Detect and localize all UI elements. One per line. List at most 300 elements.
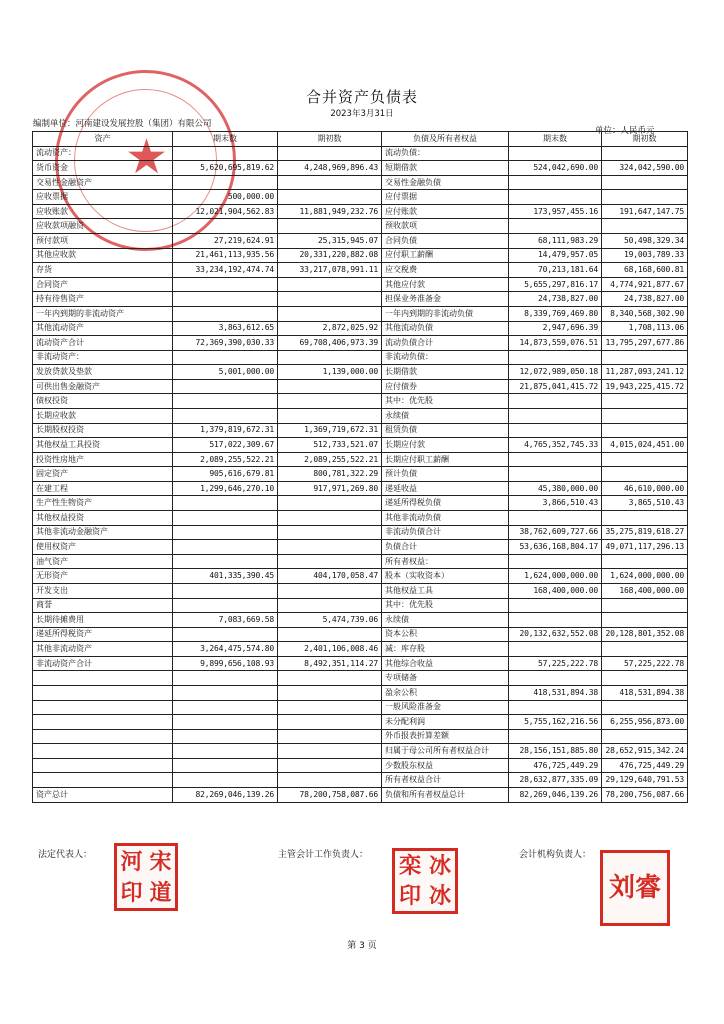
asset-opening-value	[278, 190, 382, 205]
asset-opening-value: 5,474,739.06	[278, 613, 382, 628]
asset-ending-value: 5,620,695,819.62	[173, 161, 278, 176]
asset-item-label: 开发支出	[33, 583, 173, 598]
asset-item-label: 投资性房地产	[33, 452, 173, 467]
liability-ending-value	[509, 511, 602, 526]
liability-item-label: 一般风险准备金	[382, 700, 509, 715]
asset-ending-value	[173, 379, 278, 394]
table-row	[33, 306, 688, 321]
liability-item-label: 长期借款	[382, 365, 509, 380]
accounting-org-seal	[600, 850, 670, 926]
liability-ending-value	[509, 452, 602, 467]
asset-item-label: 其他非流动资产	[33, 642, 173, 657]
liability-opening-value: 50,498,329.34	[602, 234, 688, 249]
liability-ending-value: 20,132,632,552.08	[509, 627, 602, 642]
asset-opening-value	[278, 598, 382, 613]
liability-ending-value	[509, 642, 602, 657]
asset-opening-value: 2,089,255,522.21	[278, 452, 382, 467]
liability-item-label: 所有者权益合计	[382, 773, 509, 788]
asset-item-label: 其他权益投资	[33, 511, 173, 526]
asset-item-label	[33, 729, 173, 744]
asset-item-label: 资产总计	[33, 788, 173, 803]
liability-opening-value	[602, 394, 688, 409]
asset-opening-value: 512,733,521.07	[278, 438, 382, 453]
asset-opening-value	[278, 685, 382, 700]
liability-ending-value	[509, 598, 602, 613]
asset-opening-value	[278, 394, 382, 409]
liability-opening-value	[602, 642, 688, 657]
asset-ending-value	[173, 773, 278, 788]
asset-ending-value	[173, 292, 278, 307]
seal-char: 印	[120, 879, 143, 906]
asset-ending-value	[173, 394, 278, 409]
asset-item-label	[33, 671, 173, 686]
liability-opening-value: 4,015,024,451.00	[602, 438, 688, 453]
liability-item-label: 非流动负债：	[382, 350, 509, 365]
seal-char: 栾	[398, 853, 421, 879]
liability-opening-value	[602, 146, 688, 161]
table-row	[33, 758, 688, 773]
liability-opening-value	[602, 467, 688, 482]
liability-ending-value	[509, 190, 602, 205]
asset-item-label: 非流动资产：	[33, 350, 173, 365]
asset-ending-value: 21,461,113,935.56	[173, 248, 278, 263]
liability-item-label: 减：库存股	[382, 642, 509, 657]
column-header: 负债及所有者权益	[382, 132, 509, 147]
liability-ending-value	[509, 219, 602, 234]
liability-opening-value: 11,287,093,241.12	[602, 365, 688, 380]
liability-item-label: 应付票据	[382, 190, 509, 205]
asset-opening-value	[278, 496, 382, 511]
asset-item-label	[33, 715, 173, 730]
liability-item-label: 归属于母公司所有者权益合计	[382, 744, 509, 759]
liability-opening-value	[602, 175, 688, 190]
liability-opening-value	[602, 554, 688, 569]
asset-item-label: 可供出售金融资产	[33, 379, 173, 394]
liability-item-label: 流动负债合计	[382, 336, 509, 351]
liability-ending-value: 418,531,894.38	[509, 685, 602, 700]
liability-opening-value: 46,610,000.00	[602, 481, 688, 496]
asset-item-label	[33, 700, 173, 715]
asset-item-label: 应收款项融资	[33, 219, 173, 234]
table-row	[33, 788, 688, 803]
table-row	[33, 423, 688, 438]
table-row	[33, 161, 688, 176]
asset-opening-value	[278, 277, 382, 292]
asset-item-label: 长期待摊费用	[33, 613, 173, 628]
seal-char: 河	[120, 848, 143, 875]
asset-opening-value	[278, 219, 382, 234]
table-row	[33, 656, 688, 671]
liability-ending-value: 8,339,769,469.80	[509, 306, 602, 321]
table-row	[33, 234, 688, 249]
liability-ending-value: 1,624,000,000.00	[509, 569, 602, 584]
table-row	[33, 642, 688, 657]
liability-item-label: 应交税费	[382, 263, 509, 278]
liability-ending-value	[509, 350, 602, 365]
asset-opening-value	[278, 627, 382, 642]
asset-ending-value: 82,269,046,139.26	[173, 788, 278, 803]
asset-ending-value: 401,335,390.45	[173, 569, 278, 584]
liability-ending-value: 21,875,041,415.72	[509, 379, 602, 394]
liability-ending-value: 524,042,690.00	[509, 161, 602, 176]
seal-char: 道	[149, 879, 172, 906]
liability-opening-value: 35,275,819,618.27	[602, 525, 688, 540]
asset-opening-value	[278, 379, 382, 394]
liability-opening-value: 168,400,000.00	[602, 583, 688, 598]
balance-sheet-table	[32, 131, 688, 803]
table-row	[33, 219, 688, 234]
asset-ending-value: 905,616,679.81	[173, 467, 278, 482]
asset-opening-value	[278, 292, 382, 307]
asset-ending-value: 9,899,656,108.93	[173, 656, 278, 671]
liability-item-label: 所有者权益：	[382, 554, 509, 569]
liability-opening-value: 418,531,894.38	[602, 685, 688, 700]
liability-ending-value: 45,380,000.00	[509, 481, 602, 496]
table-row	[33, 146, 688, 161]
table-row	[33, 175, 688, 190]
liability-ending-value: 168,400,000.00	[509, 583, 602, 598]
liability-opening-value: 29,129,640,791.53	[602, 773, 688, 788]
asset-opening-value	[278, 729, 382, 744]
table-row	[33, 248, 688, 263]
asset-ending-value	[173, 525, 278, 540]
liability-opening-value: 3,865,510.43	[602, 496, 688, 511]
liability-ending-value	[509, 175, 602, 190]
liability-item-label: 资本公积	[382, 627, 509, 642]
table-row	[33, 773, 688, 788]
asset-ending-value: 2,089,255,522.21	[173, 452, 278, 467]
liability-ending-value: 24,738,827.00	[509, 292, 602, 307]
table-row	[33, 467, 688, 482]
liability-opening-value	[602, 423, 688, 438]
liability-opening-value	[602, 219, 688, 234]
liability-ending-value: 4,765,352,745.33	[509, 438, 602, 453]
asset-ending-value	[173, 744, 278, 759]
liability-opening-value	[602, 613, 688, 628]
liability-opening-value: 68,168,600.81	[602, 263, 688, 278]
asset-ending-value	[173, 306, 278, 321]
liability-opening-value: 476,725,449.29	[602, 758, 688, 773]
asset-opening-value	[278, 700, 382, 715]
asset-opening-value	[278, 583, 382, 598]
asset-opening-value	[278, 715, 382, 730]
liability-ending-value	[509, 700, 602, 715]
asset-ending-value: 1,379,819,672.31	[173, 423, 278, 438]
table-row	[33, 438, 688, 453]
asset-opening-value: 20,331,220,882.08	[278, 248, 382, 263]
liability-ending-value: 28,156,151,885.80	[509, 744, 602, 759]
liability-opening-value	[602, 671, 688, 686]
liability-opening-value: 57,225,222.78	[602, 656, 688, 671]
asset-ending-value: 7,083,669.58	[173, 613, 278, 628]
table-row	[33, 452, 688, 467]
liability-opening-value: 78,200,756,087.66	[602, 788, 688, 803]
asset-item-label: 其他非流动金融资产	[33, 525, 173, 540]
table-row	[33, 583, 688, 598]
liability-item-label: 永续债	[382, 408, 509, 423]
asset-item-label	[33, 758, 173, 773]
asset-opening-value: 404,170,058.47	[278, 569, 382, 584]
asset-ending-value: 33,234,192,474.74	[173, 263, 278, 278]
asset-item-label: 交易性金融资产	[33, 175, 173, 190]
liability-item-label: 负债和所有者权益总计	[382, 788, 509, 803]
liability-item-label: 递延所得税负债	[382, 496, 509, 511]
asset-opening-value	[278, 554, 382, 569]
liability-item-label: 短期借款	[382, 161, 509, 176]
liability-item-label: 预收款项	[382, 219, 509, 234]
table-row	[33, 569, 688, 584]
asset-ending-value	[173, 671, 278, 686]
asset-ending-value	[173, 540, 278, 555]
table-row	[33, 627, 688, 642]
liability-item-label: 流动负债：	[382, 146, 509, 161]
asset-ending-value	[173, 554, 278, 569]
liability-ending-value	[509, 554, 602, 569]
liability-opening-value	[602, 190, 688, 205]
liability-opening-value	[602, 350, 688, 365]
table-row	[33, 671, 688, 686]
page-number: 第 3 页	[347, 941, 377, 951]
asset-ending-value: 72,369,390,030.33	[173, 336, 278, 351]
liability-ending-value: 14,873,559,076.51	[509, 336, 602, 351]
liability-item-label: 合同负债	[382, 234, 509, 249]
liability-item-label: 担保业务准备金	[382, 292, 509, 307]
liability-item-label: 租赁负债	[382, 423, 509, 438]
liability-ending-value: 5,655,297,816.17	[509, 277, 602, 292]
liability-item-label: 负债合计	[382, 540, 509, 555]
asset-ending-value	[173, 627, 278, 642]
asset-ending-value	[173, 408, 278, 423]
column-header: 期初数	[278, 132, 382, 147]
asset-opening-value	[278, 525, 382, 540]
liability-item-label: 应付职工薪酬	[382, 248, 509, 263]
liability-item-label: 少数股东权益	[382, 758, 509, 773]
liability-ending-value	[509, 613, 602, 628]
table-row	[33, 525, 688, 540]
asset-ending-value	[173, 758, 278, 773]
asset-ending-value	[173, 685, 278, 700]
asset-ending-value	[173, 511, 278, 526]
liability-opening-value	[602, 598, 688, 613]
table-row	[33, 554, 688, 569]
liability-item-label: 永续债	[382, 613, 509, 628]
table-row	[33, 277, 688, 292]
liability-opening-value: 19,003,789.33	[602, 248, 688, 263]
asset-ending-value	[173, 583, 278, 598]
asset-ending-value	[173, 700, 278, 715]
asset-ending-value: 12,021,904,562.83	[173, 204, 278, 219]
asset-item-label: 非流动资产合计	[33, 656, 173, 671]
asset-opening-value: 4,248,969,896.43	[278, 161, 382, 176]
page-title: 合并资产负债表	[305, 88, 418, 106]
table-row	[33, 190, 688, 205]
asset-opening-value	[278, 773, 382, 788]
table-header-row	[33, 132, 688, 147]
table-row	[33, 715, 688, 730]
asset-opening-value: 1,139,000.00	[278, 365, 382, 380]
liability-item-label: 一年内到期的非流动负债	[382, 306, 509, 321]
liability-item-label: 预计负债	[382, 467, 509, 482]
liability-item-label: 外币报表折算差额	[382, 729, 509, 744]
asset-item-label: 流动资产：	[33, 146, 173, 161]
seal-char: 印	[398, 883, 421, 909]
asset-item-label: 货币资金	[33, 161, 173, 176]
asset-opening-value	[278, 408, 382, 423]
table-row	[33, 744, 688, 759]
asset-item-label: 生产性生物资产	[33, 496, 173, 511]
asset-item-label: 预付款项	[33, 234, 173, 249]
asset-item-label: 应收账款	[33, 204, 173, 219]
table-row	[33, 292, 688, 307]
column-header: 资产	[33, 132, 173, 147]
asset-item-label: 其他流动资产	[33, 321, 173, 336]
liability-ending-value: 38,762,609,727.66	[509, 525, 602, 540]
liability-ending-value: 28,632,877,335.09	[509, 773, 602, 788]
asset-ending-value: 27,219,624.91	[173, 234, 278, 249]
asset-opening-value: 69,708,406,973.39	[278, 336, 382, 351]
asset-item-label: 发放贷款及垫款	[33, 365, 173, 380]
liability-opening-value	[602, 700, 688, 715]
table-row	[33, 394, 688, 409]
liability-ending-value	[509, 423, 602, 438]
liability-ending-value: 68,111,983.29	[509, 234, 602, 249]
liability-ending-value	[509, 394, 602, 409]
asset-item-label: 存货	[33, 263, 173, 278]
asset-item-label: 长期股权投资	[33, 423, 173, 438]
asset-item-label: 其他权益工具投资	[33, 438, 173, 453]
liability-opening-value	[602, 452, 688, 467]
liability-item-label: 递延收益	[382, 481, 509, 496]
liability-ending-value: 57,225,222.78	[509, 656, 602, 671]
asset-item-label: 合同资产	[33, 277, 173, 292]
asset-opening-value: 917,971,269.80	[278, 481, 382, 496]
table-row	[33, 700, 688, 715]
seal-char: 冰	[428, 853, 451, 879]
asset-item-label: 油气资产	[33, 554, 173, 569]
asset-ending-value	[173, 715, 278, 730]
liability-item-label: 专项储备	[382, 671, 509, 686]
liability-item-label: 盈余公积	[382, 685, 509, 700]
star-icon: ★	[125, 129, 169, 185]
column-header: 期末数	[173, 132, 278, 147]
currency-unit: 单位：人民币元	[595, 126, 655, 136]
table-row	[33, 685, 688, 700]
liability-ending-value	[509, 671, 602, 686]
seal-char: 宋	[149, 848, 172, 875]
asset-item-label: 递延所得税资产	[33, 627, 173, 642]
preparing-entity: 编制单位：河南建设发展控股（集团）有限公司	[33, 119, 212, 129]
liability-ending-value	[509, 146, 602, 161]
liability-ending-value: 5,755,162,216.56	[509, 715, 602, 730]
asset-opening-value: 1,369,719,672.31	[278, 423, 382, 438]
asset-item-label: 债权投资	[33, 394, 173, 409]
asset-item-label: 商誉	[33, 598, 173, 613]
table-row	[33, 336, 688, 351]
liability-ending-value	[509, 408, 602, 423]
asset-item-label: 一年内到期的非流动资产	[33, 306, 173, 321]
liability-opening-value: 19,943,225,415.72	[602, 379, 688, 394]
liability-item-label: 应付账款	[382, 204, 509, 219]
asset-ending-value	[173, 175, 278, 190]
liability-ending-value: 3,866,510.43	[509, 496, 602, 511]
table-row	[33, 263, 688, 278]
asset-opening-value: 8,492,351,114.27	[278, 656, 382, 671]
table-row	[33, 365, 688, 380]
liability-ending-value	[509, 729, 602, 744]
asset-ending-value: 3,264,475,574.80	[173, 642, 278, 657]
asset-item-label: 长期应收款	[33, 408, 173, 423]
table-row	[33, 379, 688, 394]
liability-ending-value: 173,957,455.16	[509, 204, 602, 219]
liability-opening-value: 8,340,568,302.90	[602, 306, 688, 321]
table-row	[33, 613, 688, 628]
liability-opening-value: 4,774,921,877.67	[602, 277, 688, 292]
liability-opening-value: 13,795,297,677.86	[602, 336, 688, 351]
liability-opening-value: 28,652,915,342.24	[602, 744, 688, 759]
liability-item-label: 其中：优先股	[382, 394, 509, 409]
liability-opening-value	[602, 729, 688, 744]
liability-ending-value: 14,479,957.05	[509, 248, 602, 263]
liability-item-label: 应付债券	[382, 379, 509, 394]
asset-ending-value	[173, 598, 278, 613]
asset-item-label: 固定资产	[33, 467, 173, 482]
asset-ending-value	[173, 350, 278, 365]
asset-opening-value	[278, 350, 382, 365]
table-row	[33, 321, 688, 336]
asset-opening-value	[278, 146, 382, 161]
table-row	[33, 729, 688, 744]
liability-opening-value: 20,128,801,352.08	[602, 627, 688, 642]
liability-item-label: 其他综合收益	[382, 656, 509, 671]
accounting-head-seal	[392, 848, 458, 914]
liability-item-label: 股本（实收资本）	[382, 569, 509, 584]
asset-ending-value	[173, 277, 278, 292]
asset-opening-value	[278, 306, 382, 321]
liability-ending-value: 476,725,449.29	[509, 758, 602, 773]
asset-opening-value	[278, 511, 382, 526]
liability-item-label: 其中：优先股	[382, 598, 509, 613]
asset-ending-value	[173, 496, 278, 511]
asset-item-label: 流动资产合计	[33, 336, 173, 351]
asset-opening-value	[278, 758, 382, 773]
liability-opening-value: 191,647,147.75	[602, 204, 688, 219]
asset-opening-value: 11,881,949,232.76	[278, 204, 382, 219]
liability-ending-value: 82,269,046,139.26	[509, 788, 602, 803]
legal-rep-seal	[114, 843, 178, 911]
asset-item-label	[33, 773, 173, 788]
asset-item-label: 持有待售资产	[33, 292, 173, 307]
asset-opening-value: 78,200,758,087.66	[278, 788, 382, 803]
legal-representative-label: 法定代表人：	[38, 850, 93, 860]
liability-opening-value: 24,738,827.00	[602, 292, 688, 307]
asset-item-label: 使用权资产	[33, 540, 173, 555]
liability-ending-value	[509, 467, 602, 482]
asset-ending-value: 517,022,309.67	[173, 438, 278, 453]
seal-text: 刘睿	[608, 873, 661, 903]
liability-item-label: 长期应付职工薪酬	[382, 452, 509, 467]
liability-opening-value: 49,071,117,296.13	[602, 540, 688, 555]
liability-ending-value: 53,636,168,804.17	[509, 540, 602, 555]
asset-item-label: 无形资产	[33, 569, 173, 584]
asset-ending-value: 500,000.00	[173, 190, 278, 205]
table-row	[33, 204, 688, 219]
asset-ending-value: 1,299,646,270.10	[173, 481, 278, 496]
asset-opening-value	[278, 540, 382, 555]
column-header: 期末数	[509, 132, 602, 147]
liability-opening-value	[602, 408, 688, 423]
liability-opening-value: 1,708,113.06	[602, 321, 688, 336]
liability-opening-value	[602, 511, 688, 526]
